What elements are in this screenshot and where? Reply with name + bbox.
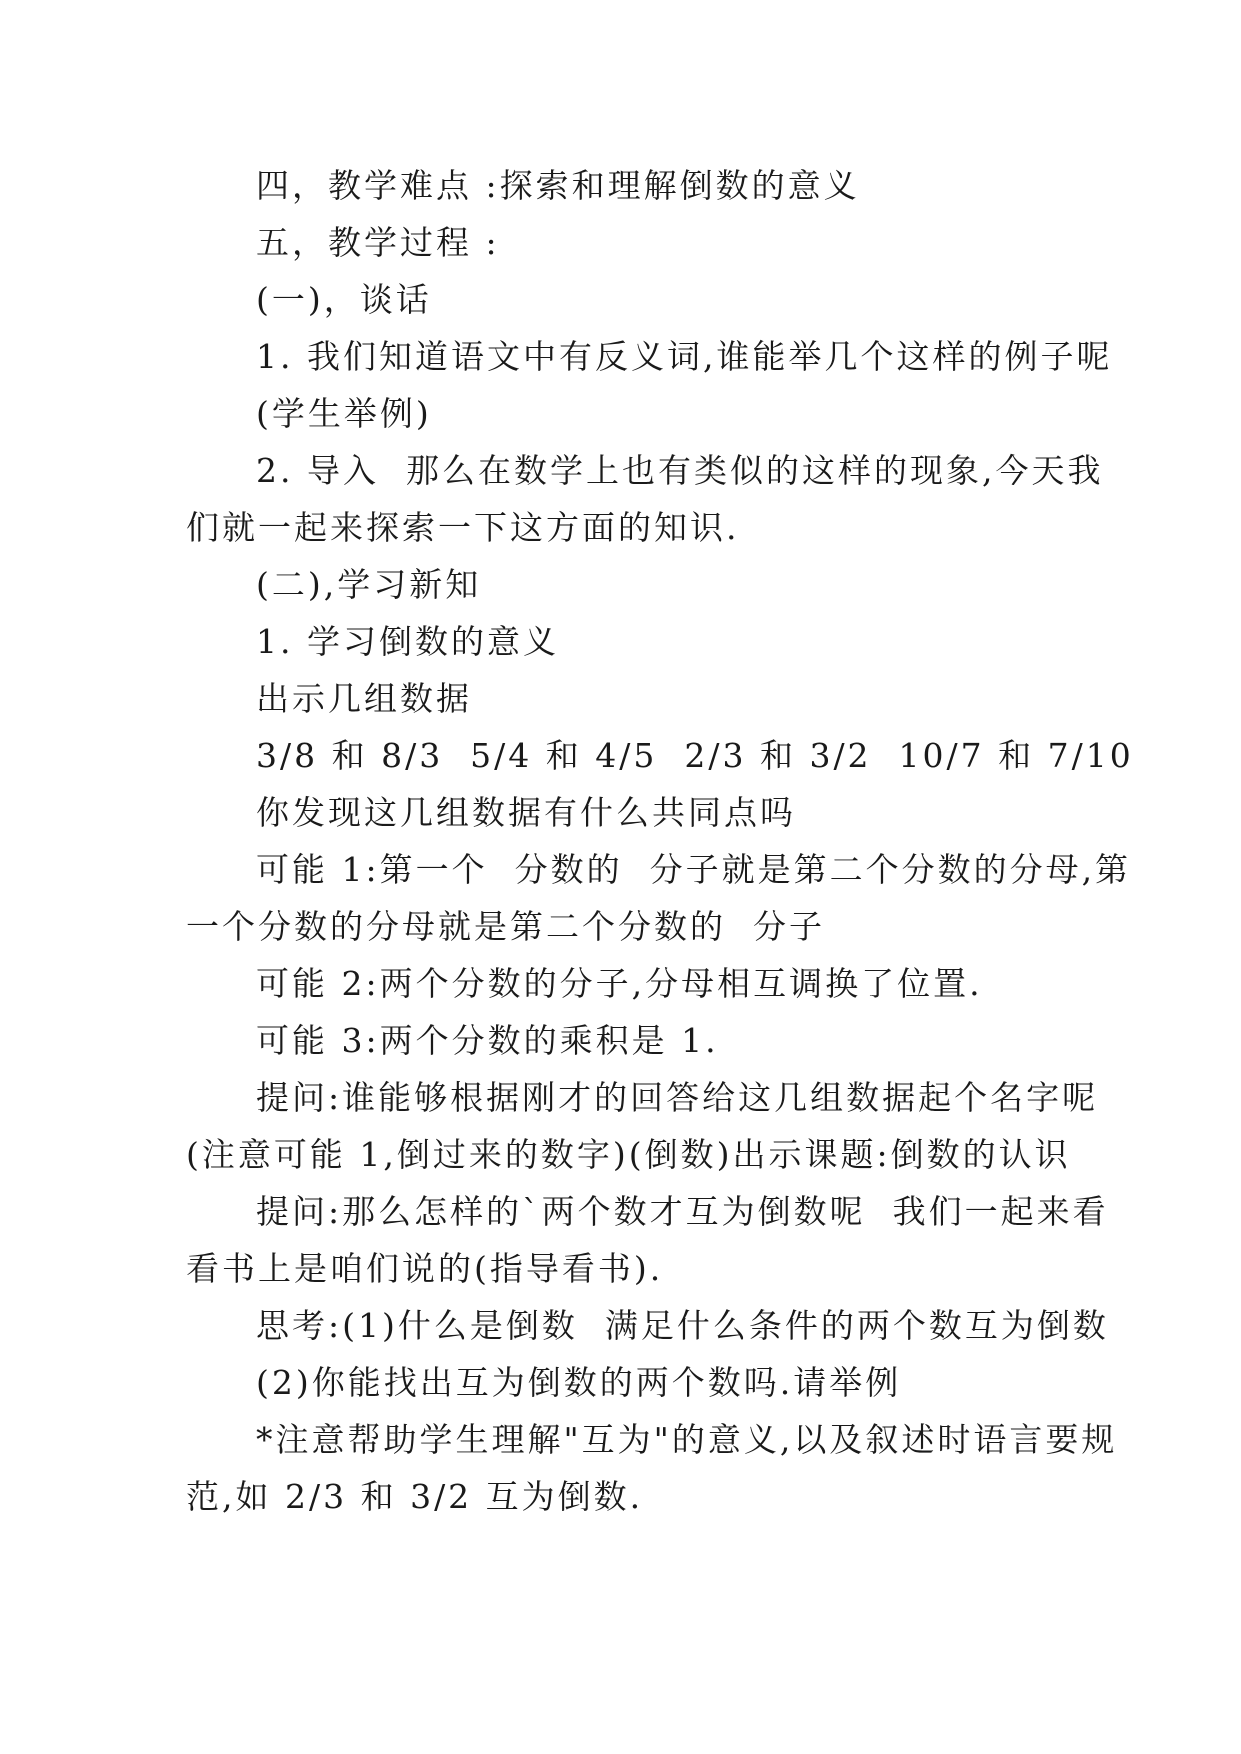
paragraph-line: (注意可能 1,倒过来的数字)(倒数)出示课题:倒数的认识 <box>186 1135 1071 1174</box>
paragraph-line: 你发现这几组数据有什么共同点吗 <box>256 793 796 832</box>
paragraph-line: 提问:那么怎样的`两个数才互为倒数呢 我们一起来看 <box>256 1192 1109 1231</box>
paragraph-line: 1. 我们知道语文中有反义词,谁能举几个这样的例子呢 <box>256 337 1113 376</box>
paragraph-line: 可能 2:两个分数的分子,分母相互调换了位置. <box>256 964 983 1003</box>
paragraph-line: 四，教学难点 :探索和理解倒数的意义 <box>256 166 860 205</box>
paragraph-line: (二),学习新知 <box>256 565 482 604</box>
paragraph-line: 思考:(1)什么是倒数 满足什么条件的两个数互为倒数 <box>256 1306 1109 1345</box>
paragraph-line: 范,如 2/3 和 3/2 互为倒数. <box>186 1477 644 1516</box>
paragraph-line: 2. 导入 那么在数学上也有类似的这样的现象,今天我 <box>256 451 1104 490</box>
paragraph-line: 五，教学过程 : <box>256 223 500 262</box>
paragraph-line: 出示几组数据 <box>256 679 472 718</box>
paragraph-line: 可能 3:两个分数的乘积是 1. <box>256 1021 719 1060</box>
paragraph-line: 1. 学习倒数的意义 <box>256 622 559 661</box>
paragraph-line: (一)，谈话 <box>256 280 432 319</box>
paragraph-line: 提问:谁能够根据刚才的回答给这几组数据起个名字呢 <box>256 1078 1099 1117</box>
paragraph-line: (2)你能找出互为倒数的两个数吗.请举例 <box>256 1363 902 1402</box>
paragraph-line: 3/8 和 8/3 5/4 和 4/5 2/3 和 3/2 10/7 和 7/10 <box>256 736 1134 775</box>
paragraph-line: 们就一起来探索一下这方面的知识. <box>186 508 740 547</box>
paragraph-line: 一个分数的分母就是第二个分数的 分子 <box>186 907 825 946</box>
paragraph-line: (学生举例) <box>256 394 432 433</box>
paragraph-line: *注意帮助学生理解"互为"的意义,以及叙述时语言要规 <box>256 1420 1118 1459</box>
paragraph-line: 看书上是咱们说的(指导看书). <box>186 1249 664 1288</box>
paragraph-line: 可能 1:第一个 分数的 分子就是第二个分数的分母,第 <box>256 850 1132 889</box>
